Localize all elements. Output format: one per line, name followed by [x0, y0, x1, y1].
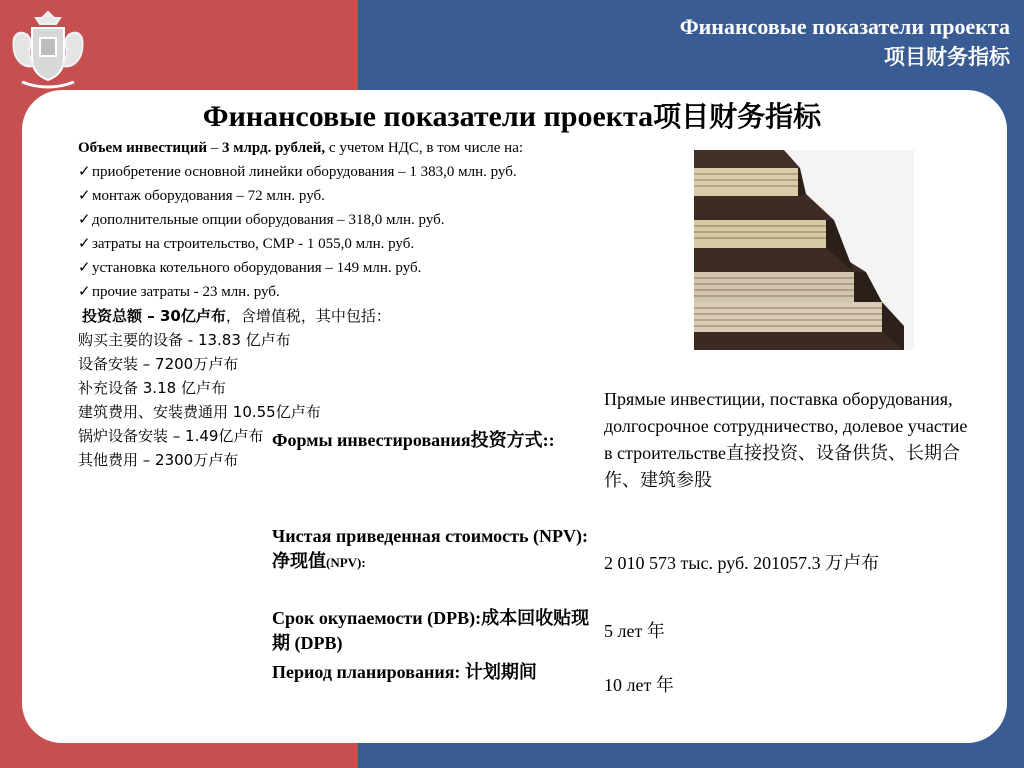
dpb-value: 5 лет 年 — [604, 621, 665, 641]
list-item-text: установка котельного оборудования – 149 млн. руб. — [92, 260, 422, 276]
checkmark-icon: ✓ — [78, 236, 91, 252]
investment-lead-amount: 3 млрд. рублей, — [222, 140, 326, 156]
list-item — [78, 280, 688, 304]
list-item-text: затраты на строительство, СМР - 1 055,0 млн. руб. — [92, 236, 415, 252]
header-title-ru: Финансовые показатели проекта — [679, 14, 1010, 39]
investment-lead — [78, 136, 688, 160]
investment-breakdown — [78, 136, 688, 472]
header-title-zh: 项目财务指标 — [884, 45, 1010, 69]
list-item — [78, 232, 688, 256]
plywood-stack-image — [694, 150, 914, 350]
investment-lead-zh — [78, 304, 688, 328]
forms-label: Формы инвестирования投资方式:: — [272, 430, 555, 450]
period-label: Период планирования: 计划期间 — [272, 662, 537, 682]
slide-title-ru: Финансовые показатели проекта — [202, 100, 654, 133]
checkmark-icon: ✓ — [78, 212, 91, 228]
coat-of-arms-icon — [8, 8, 88, 92]
list-item — [78, 184, 688, 208]
checkmark-icon: ✓ — [78, 260, 91, 276]
list-item — [78, 160, 688, 184]
checkmark-icon: ✓ — [78, 188, 91, 204]
forms-value: Прямые инвестиции, поставка оборудования, долгосрочное сотрудничество, долевое участие в строительстве直接投资、设备供货、长期合作、建筑参股 — [604, 389, 968, 490]
npv-label — [272, 524, 592, 575]
npv-label-main: Чистая приведенная стоимость (NPV):净现值 — [272, 526, 588, 571]
checkmark-icon: ✓ — [78, 164, 91, 180]
checkmark-icon: ✓ — [78, 284, 91, 300]
npv-label-small: (NPV): — [326, 555, 366, 570]
period-value: 10 лет 年 — [604, 675, 674, 695]
list-item-zh: 补充设备 3.18 亿卢布 — [78, 379, 226, 397]
dpb-label: Срок окупаемости (DPB):成本回收贴现期 (DPB) — [272, 608, 590, 653]
investment-lead-dash: – — [207, 140, 222, 156]
list-item-zh: 锅炉设备安装 – 1.49亿卢布 — [78, 427, 264, 445]
list-item — [78, 208, 688, 232]
list-item-text: монтаж оборудования – 72 млн. руб. — [92, 188, 325, 204]
investment-lead-bold: Объем инвестиций — [78, 140, 207, 156]
list-item-zh: 设备安装 – 7200万卢布 — [78, 355, 239, 373]
list-item-text: прочие затраты - 23 млн. руб. — [92, 284, 280, 300]
npv-value: 2 010 573 тыс. руб. 201057.3 万卢布 — [604, 553, 880, 573]
list-item-zh: 购买主要的设备 - 13.83 亿卢布 — [78, 331, 291, 349]
list-item-zh: 建筑费用、安装费通用 10.55亿卢布 — [78, 403, 321, 421]
list-item-text: дополнительные опции оборудования – 318,0 млн. руб. — [92, 212, 445, 228]
list-item-zh: 其他费用 – 2300万卢布 — [78, 451, 239, 469]
investment-lead-zh-rest: ，含增值税，其中包括： — [225, 307, 391, 325]
investment-lead-zh-bold: 投资总额 – 30亿卢布 — [82, 307, 226, 325]
list-item-text: приобретение основной линейки оборудования – 1 383,0 млн. руб. — [92, 164, 517, 180]
investment-lead-rest: с учетом НДС, в том числе на: — [325, 140, 524, 156]
header-title — [680, 12, 1010, 72]
list-item — [78, 256, 688, 280]
slide-title-zh: 项目财务指标 — [653, 100, 822, 133]
slide-title — [0, 95, 1024, 135]
